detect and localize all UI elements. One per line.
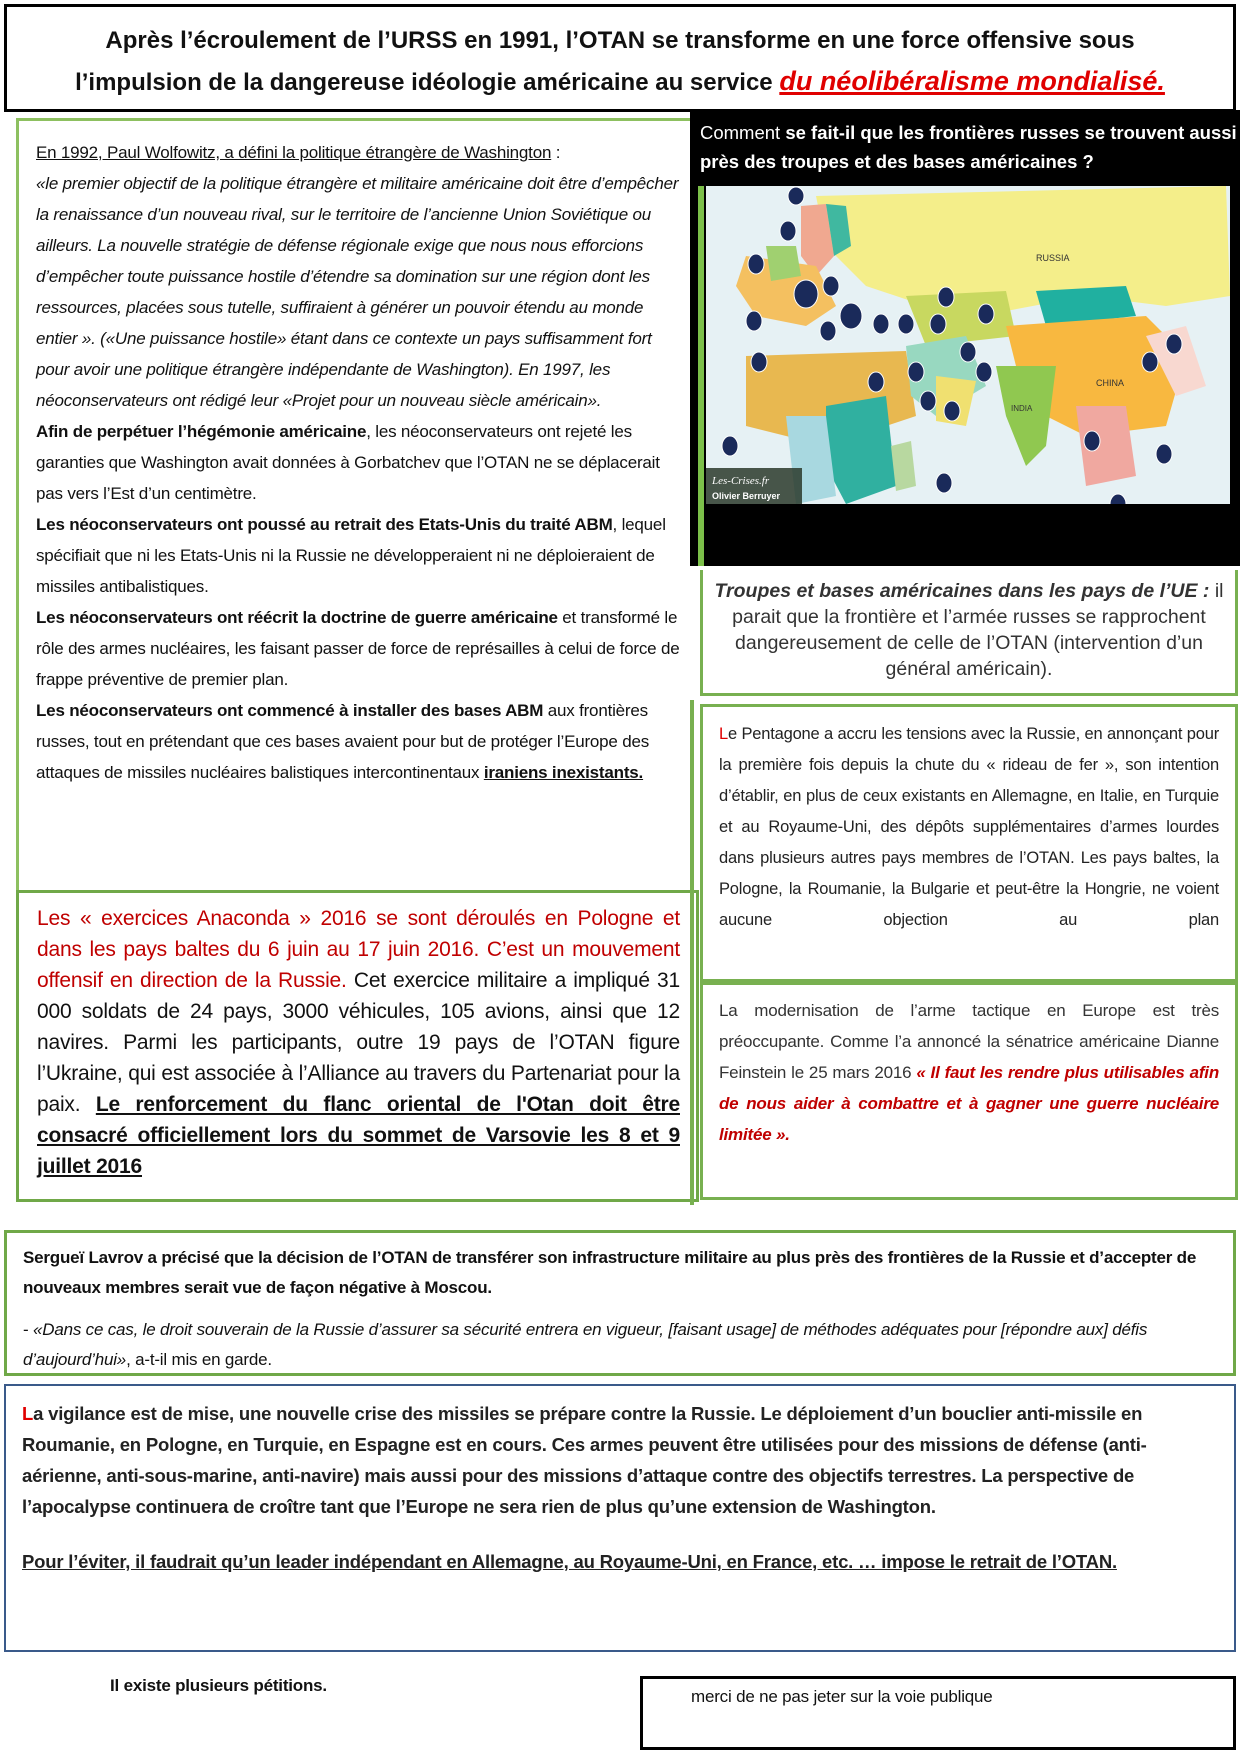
lavrov-section: [4, 1230, 1236, 1376]
map-caption: Comment se fait-il que les frontières russes se trouvent aussi près des troupes et des bases américaines ?: [700, 122, 1237, 172]
vigilance-paragraph: La vigilance est de mise, une nouvelle crise des missiles se prépare contre la Russie. Le déploiement d’un bouclier anti-missile en Roumanie, en Pologne, en Turquie, en Espagne est en cours. Ces armes peuvent être utilisées pour des missions de défense (anti-aérienne, anti-sous-marine, anti-navire) mais aussi pour des missions d’attaque contre des objectifs terrestres. La perspective de l’apocalypse continuera de croître tant que l’Europe ne sera rien de plus qu’une extension de Washington.: [22, 1403, 1147, 1517]
headline-line-2: l’impulsion de la dangereuse idéologie américaine au service du néolibéralisme mondialisé.: [75, 66, 1165, 96]
hegemony-paragraph: Afin de perpétuer l’hégémonie américaine, les néoconservateurs ont rejeté les garanties que Washington avait données à Gorbatchev que l’OTAN ne se déplacerait pas vers l’Est d’un centimètre.: [36, 422, 660, 503]
anaconda-emphasis: Le renforcement du flanc oriental de l'Otan doit être consacré officiellement lors du sommet de Varsovie les 8 et 9 juillet 2016: [37, 1093, 680, 1178]
wolfowitz-quote: «le premier objectif de la politique étrangère et militaire américaine doit être d’empêcher la renaissance d’un nouveau rival, sur le territoire de l’ancienne Union Soviétique ou ailleurs. La nouvelle stratégie de défense régionale exige que nous nous efforcions d’empêcher toute puissance hostile d’étendre sa domination sur une région dont les ressources, placées sous tutelle, suffiraient à générer un pouvoir étendu au monde entier ». («Une puissance hostile» étant dans ce contexte un pays suffisamment fort pour avoir une politique étrangère indépendante de Washington). En 1997, les néoconservateurs ont rédigé leur «Projet pour un nouveau siècle américain».: [36, 174, 679, 410]
doctrine-paragraph: Les néoconservateurs ont réécrit la doctrine de guerre américaine et transformé le rôle des armes nucléaires, les faisant passer de force de représailles à celui de force de frappe préventive de premier plan.: [36, 608, 680, 689]
feinstein-quote: « Il faut les rendre plus utilisables afin de nous aider à combattre et à gagner une guerre nucléaire limitée ».: [719, 1063, 1220, 1144]
anaconda-section: Les « exercices Anaconda » 2016 se sont déroulés en Pologne et dans les pays baltes du 6 juin au 17 juin 2016. C’est un mouvement offensif en direction de la Russie. Cet exercice militaire a impliqué 31 000 soldats de 24 pays, 3000 véhicules, 105 avions, ainsi que 12 navires. Parmi les participants, outre 19 pays de l’OTAN figure l’Ukraine, qui est associée à l’Alliance au travers du Partenariat pour la paix. Le renforcement du flanc oriental de l'Otan doit être consacré officiellement lors du sommet de Varsovie les 8 et 9 juillet 2016: [16, 890, 699, 1202]
svg-text:INDIA: INDIA: [1011, 404, 1033, 413]
map-green-edge: [698, 186, 704, 566]
pentagone-section: Le Pentagone a accru les tensions avec la Russie, en annonçant pour la première fois depuis la chute du « rideau de fer », son intention d’établir, en plus de ceux existants en Allemagne, en Italie, en Turquie et au Royaume-Uni, des dépôts supplémentaires d’armes lourdes dans plusieurs autres pays membres de l’OTAN. Les pays baltes, la Pologne, la Roumanie, la Bulgarie et peut-être la Hongrie, ne voient aucune objection au plan: [700, 704, 1238, 982]
nato-bases-map: [706, 186, 1230, 504]
map-illustration: [706, 186, 1230, 504]
iranian-emphasis: iraniens inexistants.: [483, 763, 644, 782]
svg-text:RUSSIA: RUSSIA: [1036, 253, 1070, 263]
column-divider: [690, 700, 694, 1205]
conclusion-paragraph: Pour l’éviter, il faudrait qu’un leader indépendant en Allemagne, au Royaume-Uni, en France, etc. … impose le retrait de l’OTAN.: [22, 1551, 1117, 1572]
litter-notice-box: merci de ne pas jeter sur la voie publique: [640, 1676, 1236, 1750]
lavrov-quote: «Dans ce cas, le droit souverain de la Russie d’assurer sa sécurité entrera en vigueur, [faisant usage] de méthodes adéquates pour [répondre aux] défis d’aujourd’hui»: [23, 1320, 1148, 1369]
headline-box: [4, 4, 1236, 112]
abm-bases-paragraph: Les néoconservateurs ont commencé à installer des bases ABM aux frontières russes, tout en prétendant que ces bases avaient pour but de protéger l’Europe des attaques de missiles nucléaires balistiques intercontinentaux iraniens inexistants.: [36, 701, 650, 782]
anaconda-red-text: Les « exercices Anaconda » 2016 se sont déroulés en Pologne et dans les pays baltes du 6 juin au 17 juin 2016. C’est un mouvement offensif en direction de la Russie.: [37, 907, 680, 992]
modernisation-section: La modernisation de l’arme tactique en Europe est très préoccupante. Comme l’a annoncé la sénatrice américaine Dianne Feinstein le 25 mars 2016 « Il faut les rendre plus utilisables afin de nous aider à combattre et à gagner une guerre nucléaire limitée ».: [700, 982, 1238, 1200]
wolfowitz-paragraph: En 1992, Paul Wolfowitz, a défini la politique étrangère de Washington : «le premier objectif de la politique étrangère et militaire américaine doit être d’empêcher la renaissance d’un nouveau rival, sur le territoire de l’ancienne Union Soviétique ou ailleurs. La nouvelle stratégie de défense régionale exige que nous nous efforcions d’empêcher toute puissance hostile d’étendre sa domination sur une région dont les ressources, placées sous tutelle, suffiraient à générer un pouvoir étendu au monde entier ». («Une puissance hostile» étant dans ce contexte un pays suffisamment fort pour avoir une politique étrangère indépendante de Washington). En 1997, les néoconservateurs ont rédigé leur «Projet pour un nouveau siècle américain».: [36, 143, 679, 410]
wolfowitz-section: [16, 118, 700, 892]
map-caption-box: Troupes et bases américaines dans les pays de l’UE : il parait que la frontière et l’armée russes se rapprochent dangereusement de celle de l’OTAN (intervention d’un général américain).: [700, 570, 1238, 696]
lavrov-statement: Sergueï Lavrov a précisé que la décision de l’OTAN de transférer son infrastructure militaire au plus près des frontières de la Russie et d’accepter de nouveaux membres serait vue de façon négative à Moscou.: [23, 1248, 1197, 1297]
vigilance-section: [4, 1384, 1236, 1652]
lavrov-quote-line: - «Dans ce cas, le droit souverain de la Russie d’assurer sa sécurité entrera en vigueur, [faisant usage] de méthodes adéquates pour [répondre aux] défis d’aujourd’hui», a-t-il mis en garde.: [23, 1320, 1148, 1369]
drop-letter: L: [22, 1403, 34, 1424]
drop-letter: L: [719, 725, 728, 743]
svg-text:Les-Crises.fr: Les-Crises.fr: [712, 475, 770, 487]
svg-text:Olivier Berruyer: Olivier Berruyer: [712, 491, 781, 501]
headline-line-1: Après l’écroulement de l’URSS en 1991, l’OTAN se transforme en une force offensive sous: [105, 27, 1135, 54]
wolfowitz-lead: En 1992, Paul Wolfowitz, a défini la politique étrangère de Washington: [36, 143, 552, 162]
svg-text:CHINA: CHINA: [1096, 378, 1125, 388]
headline-emphasis: du néolibéralisme mondialisé.: [779, 66, 1165, 96]
petitions-note: Il existe plusieurs pétitions.: [110, 1676, 327, 1695]
abm-treaty-paragraph: Les néoconservateurs ont poussé au retrait des Etats-Unis du traité ABM, lequel spécifiait que ni les Etats-Unis ni la Russie ne développeraient ni ne déploieraient de missiles antibalistiques.: [36, 515, 666, 596]
troupes-lead: Troupes et bases américaines dans les pays de l’UE :: [714, 580, 1210, 602]
